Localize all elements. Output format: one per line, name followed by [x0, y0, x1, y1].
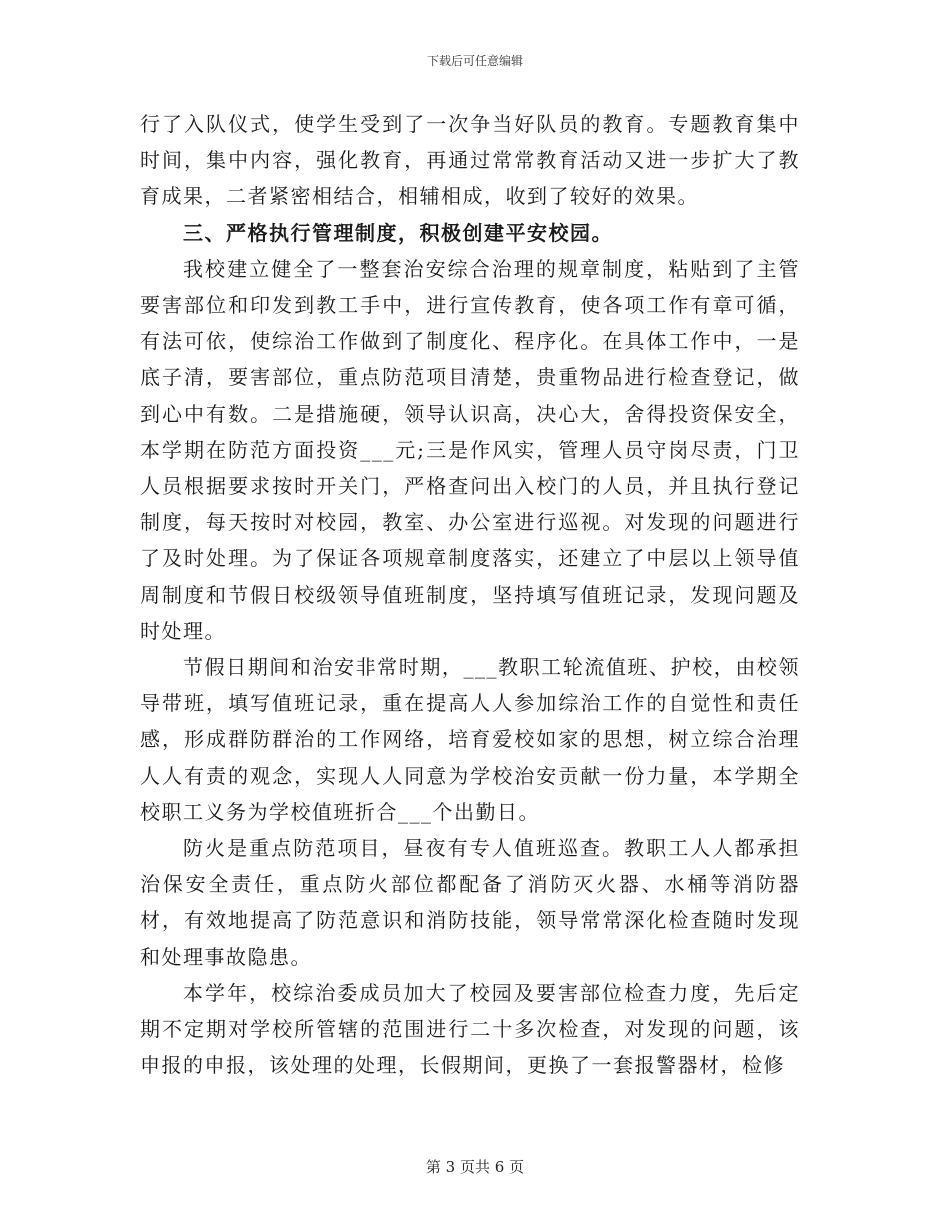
page-number: 第 3 页共 6 页	[425, 1158, 525, 1176]
section-heading: 三、严格执行管理制度，积极创建平安校园。	[183, 220, 613, 245]
paragraph-continuation: 行了入队仪式，使学生受到了一次争当好队员的教育。专题教育集中时间，集中内容，强化教育，再通过常常教育活动又进一步扩大了教育成果，二者紧密相结合，相辅相成，收到了较好的效果。	[140, 112, 800, 209]
document-body	[140, 106, 800, 1083]
paragraph-fire-prevention: 防火是重点防范项目，昼夜有专人值班巡查。教职工人人都承担治保安全责任，重点防火部位都配备了消防灭火器、水桶等消防器材，有效地提高了防范意识和消防技能，领导常常深化检查随时发现和处理事故隐患。	[140, 836, 800, 969]
paragraph-inspection: 本学年，校综治委成员加大了校园及要害部位检查力度，先后定期不定期对学校所管辖的范围进行二十多次检查，对发现的问题，该申报的申报，该处理的处理，长假期间，更换了一套报警器材，检修	[140, 980, 800, 1078]
paragraph-holiday-duty: 节假日期间和治安非常时期，___教职工轮流值班、护校，由校领导带班，填写值班记录，重在提高人人参加综治工作的自觉性和责任感，形成群防群治的工作网络，培育爱校如家的思想，树立综合治理人人有责的观念，实现人人同意为学校治安贡献一份力量，本学期全校职工义务为学校值班折合___个出勤日。	[140, 655, 800, 824]
paragraph-regulations: 我校建立健全了一整套治安综合治理的规章制度，粘贴到了主管要害部位和印发到教工手中，进行宣传教育，使各项工作有章可循，有法可依，使综治工作做到了制度化、程序化。在具体工作中，一是底子清，要害部位，重点防范项目清楚，贵重物品进行检查登记，做到心中有数。二是措施硬，领导认识高，决心大，舍得投资保安全，本学期在防范方面投资___元;三是作风实，管理人员守岗尽责，门卫人员根据要求按时开关门，严格查问出入校门的人员，并且执行登记制度，每天按时对校园，教室、办公室进行巡视。对发现的问题进行了及时处理。为了保证各项规章制度落实，还建立了中层以上领导值周制度和节假日校级领导值班制度，坚持填写值班记录，发现问题及时处理。	[140, 256, 800, 643]
page-header: 下载后可任意编辑	[426, 54, 523, 68]
